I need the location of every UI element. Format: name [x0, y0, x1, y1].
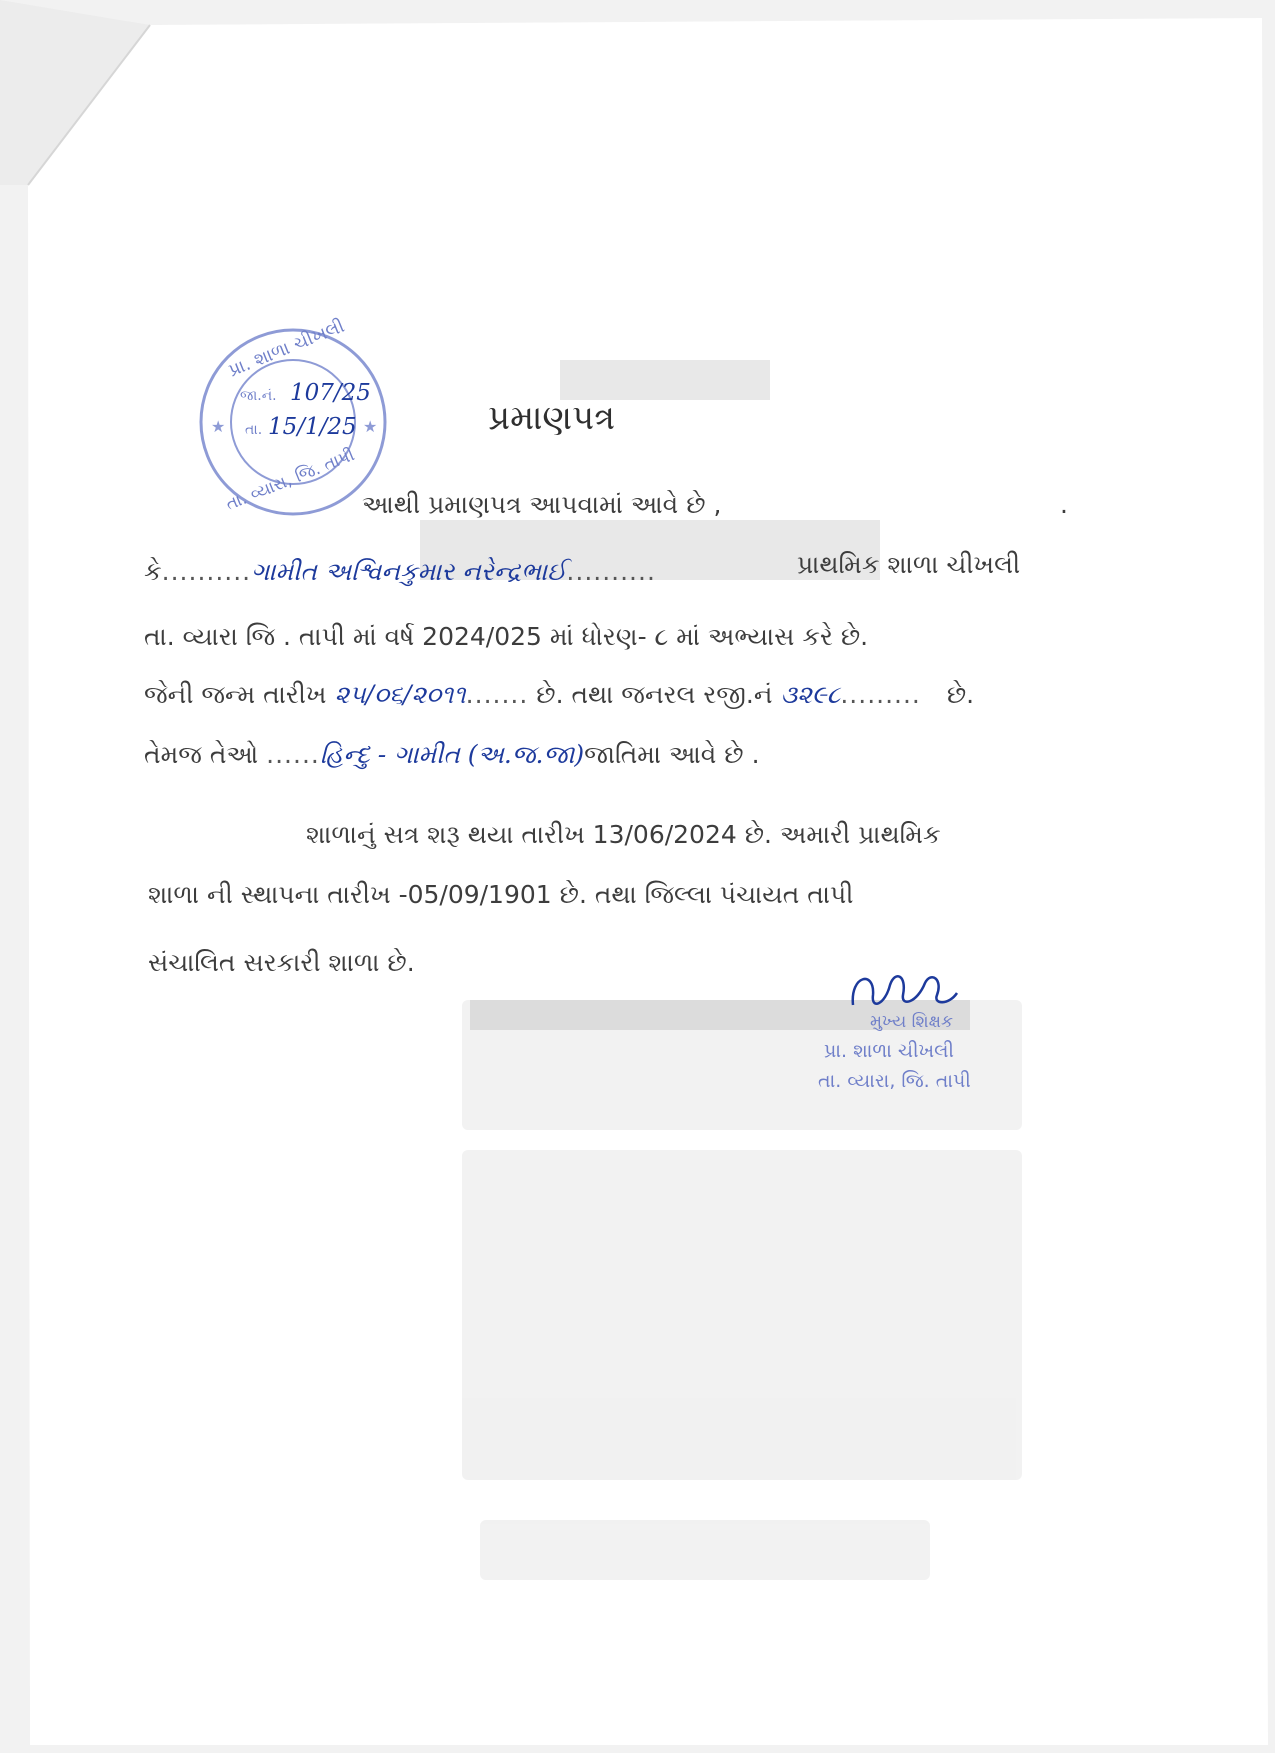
- student-name: ગામીત અશ્વિનકુમાર નરેન્દ્રભાઈ: [251, 557, 567, 586]
- line3-prefix: જેની જન્મ તારીખ: [144, 680, 327, 709]
- seal-outward-number: 107/25: [290, 380, 371, 406]
- seal-outward-label: જા.નં.: [240, 388, 277, 404]
- certificate-line-2: તા. વ્યારા જિ . તાપી માં વર્ષ 2024/025 માં ધોરણ- ૮ માં અભ્યાસ કરે છે.: [144, 622, 869, 651]
- line1-prefix: કે: [144, 557, 162, 586]
- seal-date: 15/1/25: [268, 414, 357, 440]
- svg-text:★: ★: [363, 417, 378, 436]
- register-number: ૩૨૯૮: [780, 680, 841, 709]
- certificate-line-4: તેમજ તેઓ ......હિન્દુ - ગામીત (અ.જ.જા)જાતિમા આવે છે .: [144, 740, 760, 769]
- line4-suffix: જાતિમા આવે છે .: [584, 740, 760, 769]
- paragraph2-line-1: શાળાનું સત્ર શરૂ થયા તારીખ 13/06/2024 છે. અમારી પ્રાથમિક: [306, 820, 941, 849]
- stamp-location: તા. વ્યારા, જિ. તાપી: [818, 1070, 971, 1092]
- paragraph2-line-3: સંચાલિત સરકારી શાળા છે.: [148, 948, 415, 977]
- svg-text:★: ★: [211, 417, 226, 436]
- seal-ring-text: પ્રા. શાળા ચીખલી: [225, 315, 348, 382]
- paragraph2-line-2: શાળા ની સ્થાપના તારીખ -05/09/1901 છે. તથા જિલ્લા પંચાયત તાપી: [148, 880, 854, 909]
- stray-dot: .: [1060, 490, 1068, 519]
- intro-line: આથી પ્રમાણપત્ર આપવામાં આવે છે ,: [362, 490, 722, 519]
- seal-date-label: તા.: [245, 422, 263, 438]
- line4-prefix: તેમજ તેઓ: [144, 740, 259, 769]
- line3-middle: છે. તથા જનરલ રજી.નં: [536, 680, 773, 709]
- stamp-designation: મુખ્ય શિક્ષક: [870, 1012, 953, 1032]
- document-title: પ્રમાણપત્ર: [488, 398, 616, 438]
- certificate-line-1: કે..........ગામીત અશ્વિનકુમાર નરેન્દ્રભાઈ..........: [144, 557, 656, 586]
- stamp-school: પ્રા. શાળા ચીખલી: [824, 1040, 954, 1062]
- redacted-area: [829, 329, 1007, 488]
- seal-ring-bottom-text: તા. વ્યારા, જિ. તાપી: [223, 445, 358, 515]
- certificate-line-3: જેની જન્મ તારીખ ૨૫/૦૬/૨૦૧૧....... છે. તથા જનરલ રજી.નં ૩૨૯૮......... છે.: [144, 680, 975, 709]
- caste: હિન્દુ - ગામીત (અ.જ.જા): [319, 740, 585, 769]
- line3-suffix: છે.: [946, 680, 975, 709]
- line1-suffix: પ્રાથમિક શાળા ચીખલી: [797, 550, 1021, 579]
- birth-date: ૨૫/૦૬/૨૦૧૧: [334, 680, 466, 709]
